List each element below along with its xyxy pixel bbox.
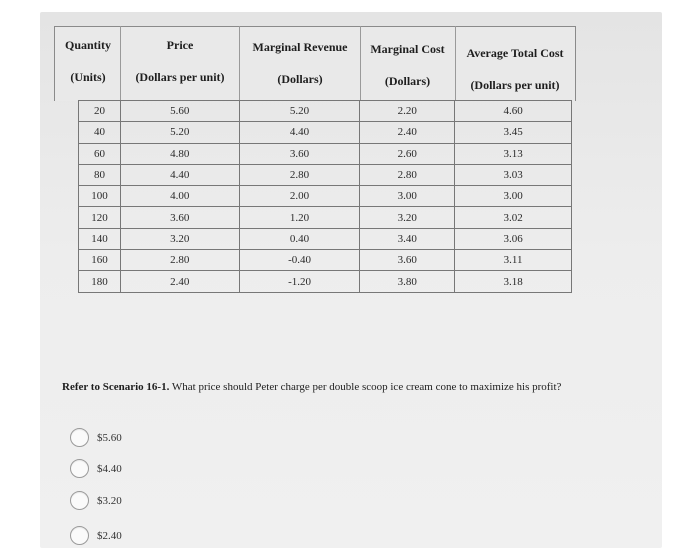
table-cell: 4.40	[239, 122, 360, 143]
table-cell: 60	[79, 143, 121, 164]
answer-label: $3.20	[97, 494, 122, 507]
question-text	[62, 381, 662, 393]
answer-label: $5.60	[97, 431, 122, 444]
table-cell: 3.00	[360, 186, 455, 207]
answer-option[interactable]	[70, 428, 122, 447]
table-row	[79, 207, 572, 228]
table-cell: 5.60	[120, 101, 239, 122]
header-quantity-unit: (Units)	[70, 70, 106, 84]
answer-option[interactable]	[70, 459, 122, 478]
table-cell: 2.20	[360, 101, 455, 122]
table-row	[79, 228, 572, 249]
header-marginal-cost: Marginal Cost	[370, 42, 445, 56]
table-cell: 1.20	[239, 207, 360, 228]
radio-button[interactable]	[70, 428, 89, 447]
table-cell: 2.80	[120, 250, 239, 271]
header-marginal-cost-unit: (Dollars)	[384, 74, 431, 88]
table-cell: 3.80	[360, 271, 455, 292]
cost-revenue-table	[78, 100, 572, 293]
header-price: Price	[166, 38, 194, 52]
answer-option[interactable]	[70, 526, 122, 545]
table-cell: 80	[79, 164, 121, 185]
table-cell: 3.00	[455, 186, 572, 207]
table-cell: 4.80	[120, 143, 239, 164]
table-cell: -1.20	[239, 271, 360, 292]
table-cell: 2.40	[120, 271, 239, 292]
table-cell: 20	[79, 101, 121, 122]
table-cell: 3.20	[120, 228, 239, 249]
answer-option[interactable]	[70, 491, 122, 510]
table-cell: 4.60	[455, 101, 572, 122]
table-cell: 3.45	[455, 122, 572, 143]
table-cell: 3.60	[120, 207, 239, 228]
header-marginal-revenue: Marginal Revenue	[252, 40, 348, 54]
table-cell: 3.40	[360, 228, 455, 249]
question-body: What price should Peter charge per double scoop ice cream cone to maximize his profit?	[169, 381, 562, 393]
table-cell: 3.03	[455, 164, 572, 185]
answer-label: $2.40	[97, 529, 122, 542]
table-row	[79, 122, 572, 143]
table-cell: 3.06	[455, 228, 572, 249]
table-row	[79, 186, 572, 207]
table-cell: 3.13	[455, 143, 572, 164]
answer-label: $4.40	[97, 462, 122, 475]
table-cell: 3.20	[360, 207, 455, 228]
table-cell: 3.02	[455, 207, 572, 228]
table-row	[79, 143, 572, 164]
table-cell: 3.60	[360, 250, 455, 271]
table-cell: 3.11	[455, 250, 572, 271]
radio-button[interactable]	[70, 526, 89, 545]
table-row	[79, 164, 572, 185]
header-marginal-revenue-unit: (Dollars)	[277, 72, 323, 86]
table-cell: 4.00	[120, 186, 239, 207]
table-cell: 3.60	[239, 143, 360, 164]
table-cell: 140	[79, 228, 121, 249]
table-cell: 2.80	[239, 164, 360, 185]
question-lead: Refer to Scenario 16-1.	[62, 381, 170, 393]
header-average-total-cost-unit: (Dollars per unit)	[470, 78, 560, 92]
header-quantity: Quantity	[64, 38, 111, 52]
table-cell: 2.00	[239, 186, 360, 207]
header-divider	[239, 26, 240, 100]
header-average-total-cost: Average Total Cost	[466, 46, 564, 60]
table-cell: 180	[79, 271, 121, 292]
table-cell: 0.40	[239, 228, 360, 249]
table-cell: 4.40	[120, 164, 239, 185]
table-row	[79, 250, 572, 271]
table-row	[79, 101, 572, 122]
table-cell: 120	[79, 207, 121, 228]
table-cell: 100	[79, 186, 121, 207]
table-row	[79, 271, 572, 292]
header-divider	[120, 26, 121, 100]
table-cell: 2.60	[360, 143, 455, 164]
table-cell: 5.20	[239, 101, 360, 122]
table-cell: 3.18	[455, 271, 572, 292]
table-cell: 160	[79, 250, 121, 271]
table-cell: 5.20	[120, 122, 239, 143]
radio-button[interactable]	[70, 491, 89, 510]
radio-button[interactable]	[70, 459, 89, 478]
table-cell: 40	[79, 122, 121, 143]
header-price-unit: (Dollars per unit)	[135, 70, 225, 84]
table-cell: -0.40	[239, 250, 360, 271]
table-cell: 2.80	[360, 164, 455, 185]
table-cell: 2.40	[360, 122, 455, 143]
